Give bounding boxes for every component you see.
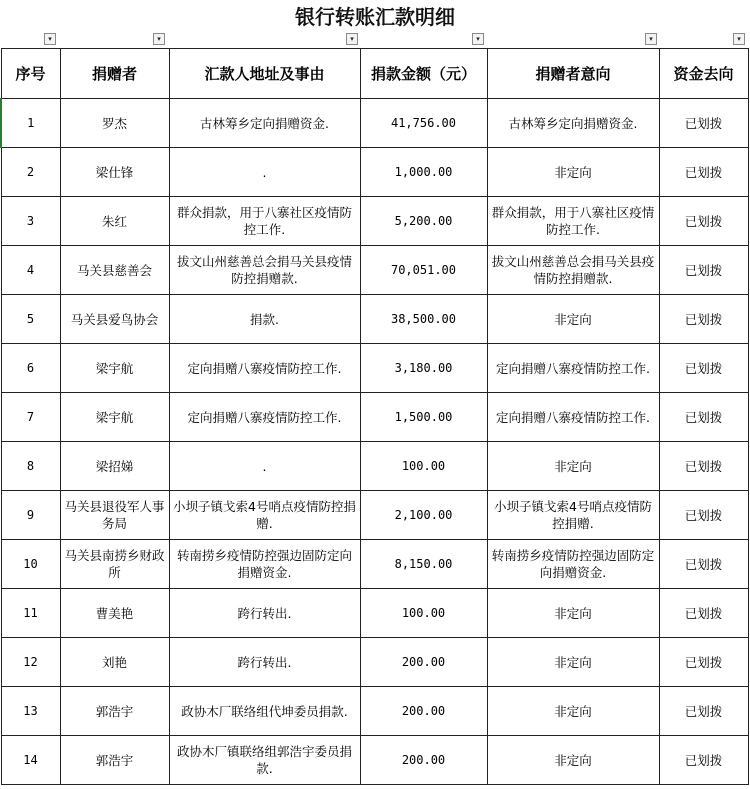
cell-donor[interactable]: 梁仕锋	[60, 148, 169, 197]
table-row	[1, 540, 748, 589]
cell-reason[interactable]: 小坝子镇戈索4号哨点疫情防控捐赠.	[169, 491, 360, 540]
cell-amount[interactable]: 2,100.00	[360, 491, 487, 540]
cell-amount[interactable]: 3,180.00	[360, 344, 487, 393]
filter-dropdown-icon[interactable]: ▾	[472, 33, 484, 45]
cell-reason[interactable]: 古林筹乡定向捐赠资金.	[169, 99, 360, 148]
table-row	[1, 736, 748, 785]
cell-intent[interactable]: 非定向	[487, 736, 659, 785]
table-row	[1, 687, 748, 736]
cell-no[interactable]: 7	[1, 393, 60, 442]
cell-status[interactable]: 已划拨	[659, 687, 748, 736]
table-row	[1, 442, 748, 491]
cell-reason[interactable]: 转南捞乡疫情防控强边固防定向捐赠资金.	[169, 540, 360, 589]
header-cell[interactable]: 捐款金额（元）	[360, 49, 487, 99]
cell-amount[interactable]: 200.00	[360, 687, 487, 736]
cell-amount[interactable]: 8,150.00	[360, 540, 487, 589]
cell-status[interactable]: 已划拨	[659, 638, 748, 687]
cell-amount[interactable]: 1,500.00	[360, 393, 487, 442]
table-row	[1, 197, 748, 246]
cell-amount[interactable]: 100.00	[360, 589, 487, 638]
cell-amount[interactable]: 200.00	[360, 638, 487, 687]
cell-donor[interactable]: 马关县退役军人事务局	[60, 491, 169, 540]
header-cell[interactable]: 捐赠者意向	[487, 49, 659, 99]
cell-intent[interactable]: 非定向	[487, 589, 659, 638]
cell-no[interactable]: 1	[1, 99, 60, 148]
cell-amount[interactable]: 100.00	[360, 442, 487, 491]
cell-no[interactable]: 11	[1, 589, 60, 638]
cell-intent[interactable]: 拔文山州慈善总会捐马关县疫情防控捐赠款.	[487, 246, 659, 295]
table-row	[1, 393, 748, 442]
cell-intent[interactable]: 非定向	[487, 148, 659, 197]
cell-intent[interactable]: 古林筹乡定向捐赠资金.	[487, 99, 659, 148]
sheet-title: 银行转账汇款明细	[295, 5, 455, 29]
cell-no[interactable]: 3	[1, 197, 60, 246]
cell-no[interactable]: 2	[1, 148, 60, 197]
cell-status[interactable]: 已划拨	[659, 442, 748, 491]
filter-dropdown-icon[interactable]: ▾	[346, 33, 358, 45]
cell-status[interactable]: 已划拨	[659, 393, 748, 442]
cell-status[interactable]: 已划拨	[659, 246, 748, 295]
cell-amount[interactable]: 200.00	[360, 736, 487, 785]
cell-status[interactable]: 已划拨	[659, 99, 748, 148]
cell-donor[interactable]: 梁招娣	[60, 442, 169, 491]
header-row	[1, 49, 748, 99]
cell-intent[interactable]: 小坝子镇戈索4号哨点疫情防控捐赠.	[487, 491, 659, 540]
cell-donor[interactable]: 马关县慈善会	[60, 246, 169, 295]
cell-donor[interactable]: 郭浩宇	[60, 736, 169, 785]
cell-status[interactable]: 已划拨	[659, 344, 748, 393]
cell-intent[interactable]: 群众捐款，用于八寨社区疫情防控工作.	[487, 197, 659, 246]
cell-intent[interactable]: 非定向	[487, 295, 659, 344]
cell-status[interactable]: 已划拨	[659, 540, 748, 589]
cell-status[interactable]: 已划拨	[659, 148, 748, 197]
cell-status[interactable]: 已划拨	[659, 491, 748, 540]
cell-no[interactable]: 6	[1, 344, 60, 393]
table-row	[1, 491, 748, 540]
cell-donor[interactable]: 马关县南捞乡财政所	[60, 540, 169, 589]
cell-reason[interactable]: .	[169, 148, 360, 197]
header-cell[interactable]: 序号	[1, 49, 60, 99]
cell-no[interactable]: 10	[1, 540, 60, 589]
cell-no[interactable]: 12	[1, 638, 60, 687]
cell-intent[interactable]: 非定向	[487, 442, 659, 491]
cell-amount[interactable]: 41,756.00	[360, 99, 487, 148]
cell-donor[interactable]: 梁宇航	[60, 393, 169, 442]
cell-reason[interactable]: 政协木厂镇联络组郭浩宇委员捐款.	[169, 736, 360, 785]
cell-donor[interactable]: 梁宇航	[60, 344, 169, 393]
cell-intent[interactable]: 定向捐赠八寨疫情防控工作.	[487, 344, 659, 393]
table-row	[1, 99, 748, 148]
cell-intent[interactable]: 非定向	[487, 687, 659, 736]
transfer-table	[0, 48, 749, 785]
cell-donor[interactable]: 郭浩宇	[60, 687, 169, 736]
filter-dropdown-icon[interactable]: ▾	[153, 33, 165, 45]
cell-donor[interactable]: 罗杰	[60, 99, 169, 148]
cell-amount[interactable]: 1,000.00	[360, 148, 487, 197]
table-row	[1, 638, 748, 687]
filter-dropdown-icon[interactable]: ▾	[645, 33, 657, 45]
header-cell[interactable]: 汇款人地址及事由	[169, 49, 360, 99]
cell-status[interactable]: 已划拨	[659, 589, 748, 638]
header-cell[interactable]: 捐赠者	[60, 49, 169, 99]
cell-donor[interactable]: 曹美艳	[60, 589, 169, 638]
cell-donor[interactable]: 马关县爱鸟协会	[60, 295, 169, 344]
cell-status[interactable]: 已划拨	[659, 197, 748, 246]
autofilter-row	[0, 32, 750, 48]
cell-no[interactable]: 5	[1, 295, 60, 344]
cell-reason[interactable]: 拔文山州慈善总会捐马关县疫情防控捐赠款.	[169, 246, 360, 295]
cell-intent[interactable]: 定向捐赠八寨疫情防控工作.	[487, 393, 659, 442]
cell-intent[interactable]: 转南捞乡疫情防控强边固防定向捐赠资金.	[487, 540, 659, 589]
cell-no[interactable]: 14	[1, 736, 60, 785]
cell-no[interactable]: 9	[1, 491, 60, 540]
cell-reason[interactable]: 捐款.	[169, 295, 360, 344]
filter-dropdown-icon[interactable]: ▾	[733, 33, 745, 45]
cell-no[interactable]: 13	[1, 687, 60, 736]
cell-amount[interactable]: 5,200.00	[360, 197, 487, 246]
cell-amount[interactable]: 38,500.00	[360, 295, 487, 344]
header-cell[interactable]: 资金去向	[659, 49, 748, 99]
cell-donor[interactable]: 朱红	[60, 197, 169, 246]
cell-no[interactable]: 8	[1, 442, 60, 491]
cell-reason[interactable]: 跨行转出.	[169, 589, 360, 638]
cell-status[interactable]: 已划拨	[659, 736, 748, 785]
cell-reason[interactable]: 定向捐赠八寨疫情防控工作.	[169, 344, 360, 393]
cell-reason[interactable]: 定向捐赠八寨疫情防控工作.	[169, 393, 360, 442]
cell-reason[interactable]: 跨行转出.	[169, 638, 360, 687]
cell-amount[interactable]: 70,051.00	[360, 246, 487, 295]
cell-reason[interactable]: .	[169, 442, 360, 491]
filter-dropdown-icon[interactable]: ▾	[44, 33, 56, 45]
cell-status[interactable]: 已划拨	[659, 295, 748, 344]
table-row	[1, 246, 748, 295]
table-row	[1, 295, 748, 344]
table-row	[1, 344, 748, 393]
table-row	[1, 589, 748, 638]
cell-intent[interactable]: 非定向	[487, 638, 659, 687]
cell-no[interactable]: 4	[1, 246, 60, 295]
cell-reason[interactable]: 群众捐款，用于八寨社区疫情防控工作.	[169, 197, 360, 246]
cell-donor[interactable]: 刘艳	[60, 638, 169, 687]
table-row	[1, 148, 748, 197]
cell-reason[interactable]: 政协木厂联络组代坤委员捐款.	[169, 687, 360, 736]
